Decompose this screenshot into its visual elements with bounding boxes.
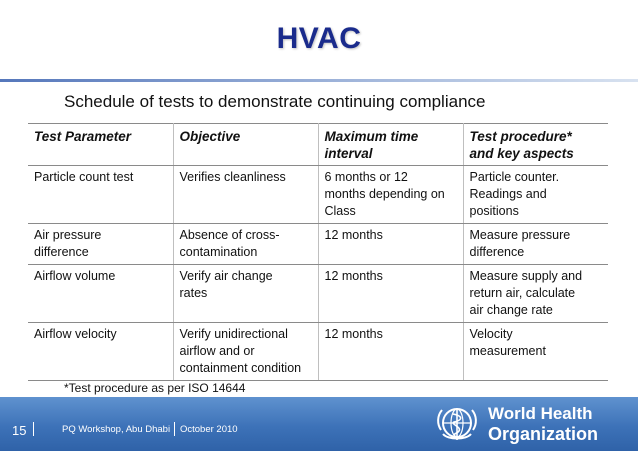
cell-line: airflow and or bbox=[179, 344, 255, 358]
cell-line: Measure pressure bbox=[469, 228, 571, 242]
slide-subtitle: Schedule of tests to demonstrate continuing compliance bbox=[64, 92, 486, 111]
who-name-line2: Organization bbox=[488, 424, 599, 444]
footer-divider bbox=[33, 422, 34, 436]
cell-line: contamination bbox=[179, 245, 258, 259]
header-line: Maximum time bbox=[324, 129, 419, 144]
header-cell bbox=[463, 124, 608, 166]
header-cell bbox=[173, 124, 318, 166]
footer-divider bbox=[174, 422, 175, 436]
cell-line: measurement bbox=[469, 344, 546, 358]
table-row bbox=[28, 265, 608, 323]
who-emblem-icon bbox=[432, 400, 482, 446]
table-cell bbox=[173, 265, 318, 323]
cell-line: Velocity bbox=[469, 327, 513, 341]
table-cell bbox=[463, 265, 608, 323]
table-cell bbox=[463, 166, 608, 224]
table-cell bbox=[173, 224, 318, 265]
cell-line: containment condition bbox=[179, 361, 302, 375]
table-cell bbox=[318, 323, 463, 381]
header-line: Test Parameter bbox=[34, 129, 132, 144]
cell-line: months depending on bbox=[324, 187, 445, 201]
table-cell bbox=[318, 265, 463, 323]
cell-line: Particle count test bbox=[34, 170, 134, 184]
cell-line: positions bbox=[469, 204, 519, 218]
table-header-row bbox=[28, 124, 608, 166]
who-name-line1: World Health bbox=[488, 404, 593, 423]
cell-line: Airflow velocity bbox=[34, 327, 117, 341]
table-row bbox=[28, 323, 608, 381]
cell-line: air change rate bbox=[469, 303, 553, 317]
table-cell bbox=[463, 224, 608, 265]
page-title: HVAC bbox=[276, 22, 362, 55]
cell-line: rates bbox=[179, 286, 208, 300]
header-line: interval bbox=[324, 146, 373, 161]
cell-line: Airflow volume bbox=[34, 269, 116, 283]
header-line: and key aspects bbox=[469, 146, 574, 161]
cell-line: difference bbox=[469, 245, 525, 259]
cell-line: Verify air change bbox=[179, 269, 273, 283]
cell-line: 12 months bbox=[324, 269, 383, 283]
table-cell bbox=[318, 224, 463, 265]
cell-line: Verifies cleanliness bbox=[179, 170, 286, 184]
header-cell bbox=[28, 124, 173, 166]
page-number: 15 bbox=[12, 423, 27, 438]
header-line: Objective bbox=[179, 129, 241, 144]
cell-line: difference bbox=[34, 245, 89, 259]
table-cell bbox=[28, 166, 173, 224]
cell-line: Absence of cross- bbox=[179, 228, 280, 242]
table-cell bbox=[463, 323, 608, 381]
cell-line: Class bbox=[324, 204, 356, 218]
cell-line: 12 months bbox=[324, 228, 383, 242]
table-cell bbox=[28, 323, 173, 381]
table-row bbox=[28, 224, 608, 265]
footer-workshop: PQ Workshop, Abu Dhabi bbox=[62, 424, 171, 435]
table-cell bbox=[318, 166, 463, 224]
table-cell bbox=[173, 166, 318, 224]
cell-line: return air, calculate bbox=[469, 286, 576, 300]
table-row bbox=[28, 166, 608, 224]
cell-line: Air pressure bbox=[34, 228, 102, 242]
cell-line: Measure supply and bbox=[469, 269, 583, 283]
table-cell bbox=[28, 265, 173, 323]
cell-line: Readings and bbox=[469, 187, 547, 201]
cell-line: 6 months or 12 bbox=[324, 170, 408, 184]
header-line: Test procedure* bbox=[469, 129, 572, 144]
header-cell bbox=[318, 124, 463, 166]
footer-date: October 2010 bbox=[180, 424, 238, 435]
title-rule bbox=[0, 79, 638, 82]
cell-line: Verify unidirectional bbox=[179, 327, 288, 341]
test-schedule-table bbox=[28, 123, 608, 381]
cell-line: Particle counter. bbox=[469, 170, 560, 184]
table-cell bbox=[173, 323, 318, 381]
cell-line: 12 months bbox=[324, 327, 383, 341]
table-cell bbox=[28, 224, 173, 265]
footnote: *Test procedure as per ISO 14644 bbox=[64, 381, 246, 395]
